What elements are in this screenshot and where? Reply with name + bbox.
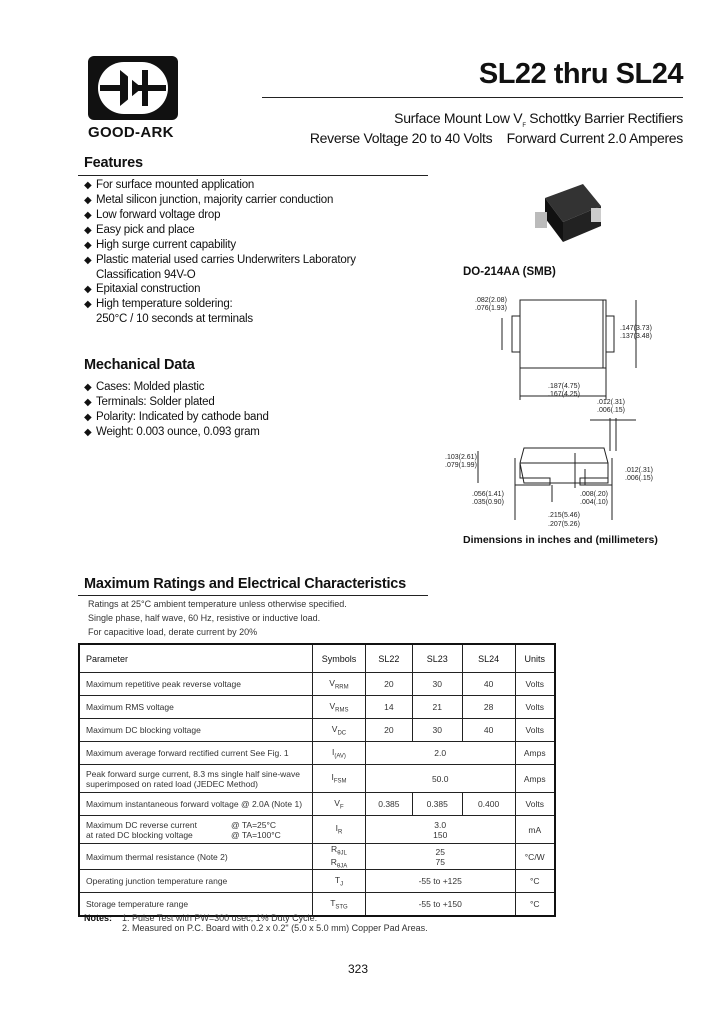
dimensions-caption: Dimensions in inches and (millimeters) — [463, 534, 658, 546]
value-cell: 20 — [365, 673, 412, 696]
ratings-table — [78, 643, 556, 917]
table-row — [79, 816, 555, 844]
condition-3: For capacitive load, derate current by 20% — [88, 627, 258, 637]
condition-1: Ratings at 25°C ambient temperature unless otherwise specified. — [88, 599, 347, 609]
parameter-cell — [79, 673, 313, 696]
value-cell: 0.385 — [365, 793, 412, 816]
features-rule — [78, 175, 428, 176]
dim-b2: .137(3.48) — [620, 333, 652, 340]
symbol: V — [329, 700, 336, 711]
header-cell: SL24 — [462, 644, 515, 673]
dim-d1: .012(.31) — [597, 399, 626, 406]
package-photo — [525, 178, 605, 255]
dim-h1: .008(.20) — [580, 491, 609, 498]
symbol-cell — [313, 765, 366, 793]
parameter-cell — [79, 793, 313, 816]
dim-f1: .012(.31) — [625, 467, 654, 474]
symbol-sub: STG — [335, 904, 348, 911]
value-cell: 30 — [412, 719, 462, 742]
parameter: Storage temperature range — [86, 899, 189, 910]
list-item: ◆ Terminals: Solder plated — [84, 396, 215, 408]
table-row — [79, 742, 555, 765]
value-cell-merged — [365, 742, 515, 765]
list-item-continued: 250°C / 10 seconds at terminals — [96, 313, 253, 325]
symbol-sub: θJL — [337, 850, 347, 857]
parameter-text — [86, 820, 306, 830]
dim-g2: .035(0.90) — [472, 499, 504, 506]
note-1: 1. Pulse Test with PW=300 usec, 1% Duty Cycle. — [122, 913, 318, 923]
symbol: I — [332, 746, 335, 757]
unit-cell: °C — [515, 870, 555, 893]
condition: @ TA=25°C — [231, 819, 277, 830]
value-cell: 0.400 — [462, 793, 515, 816]
list-item: ◆ Low forward voltage drop — [84, 209, 221, 221]
parameter-cell — [79, 844, 313, 870]
symbol-cell — [313, 742, 366, 765]
table-row — [79, 673, 555, 696]
header-cell: SL23 — [412, 644, 462, 673]
value-cell: 14 — [365, 696, 412, 719]
page-number: 323 — [348, 962, 369, 976]
dim-e2: .079(1.99) — [445, 462, 477, 469]
value-2: 150 — [433, 829, 448, 840]
package-name: DO-214AA (SMB) — [463, 266, 556, 278]
parameter-text — [86, 899, 306, 909]
parameter: Peak forward surge current, 8.3 ms single half sine-wave — [86, 768, 301, 779]
table-row — [79, 870, 555, 893]
unit-cell: Volts — [515, 793, 555, 816]
list-item: ◆ Easy pick and place — [84, 224, 195, 236]
list-item: ◆ High temperature soldering: — [84, 298, 233, 310]
parameter-2: superimposed on rated load (JEDEC Method) — [86, 778, 258, 789]
subtitle-line-2: Reverse Voltage 20 to 40 Volts Forward Current 2.0 Amperes — [309, 130, 683, 146]
parameter-cell — [79, 870, 313, 893]
symbol: I — [335, 823, 338, 834]
symbol-2: R — [330, 856, 337, 867]
value-cell: 40 — [462, 719, 515, 742]
parameter: Maximum repetitive peak reverse voltage — [86, 679, 241, 689]
table-row — [79, 696, 555, 719]
symbol-cell — [313, 816, 366, 844]
parameter: Maximum average forward rectified current See Fig. 1 — [86, 748, 289, 758]
symbol: V — [331, 723, 338, 734]
condition-2: @ TA=100°C — [231, 829, 281, 840]
symbol-sub: DC — [337, 730, 347, 737]
symbol-cell — [313, 673, 366, 696]
symbol: T — [334, 875, 341, 886]
unit-cell: °C/W — [515, 844, 555, 870]
value: -55 to +125 — [418, 876, 462, 887]
value-cell-merged — [365, 765, 515, 793]
ratings-heading: Maximum Ratings and Electrical Characteristics — [84, 576, 407, 592]
header-cell: Parameter — [79, 644, 313, 673]
header-cell: SL22 — [365, 644, 412, 673]
header-cell: Units — [515, 644, 555, 673]
mechanical-list — [84, 380, 269, 440]
value: 25 — [435, 846, 445, 857]
parameter: Operating junction temperature range — [86, 876, 228, 887]
unit-cell: mA — [515, 816, 555, 844]
symbol: R — [331, 844, 338, 854]
symbol-sub-2: θJA — [336, 863, 348, 870]
symbol-cell — [313, 696, 366, 719]
table-row — [79, 793, 555, 816]
dim-a2: .076(1.93) — [475, 305, 507, 312]
symbol-cell — [313, 844, 366, 870]
parameter: Maximum instantaneous forward voltage @ 2.0A (Note 1) — [86, 799, 303, 809]
symbol-cell — [313, 719, 366, 742]
parameter-2: at rated DC blocking voltage — [86, 829, 193, 840]
value-cell: 20 — [365, 719, 412, 742]
list-item: ◆ High surge current capability — [84, 239, 236, 251]
table-header-row — [79, 644, 555, 673]
symbol-cell — [313, 870, 366, 893]
page-title: SL22 thru SL24 — [478, 58, 683, 90]
dim-b1: .147(3.73) — [620, 325, 652, 332]
value-cell-merged — [365, 844, 515, 870]
note-2: 2. Measured on P.C. Board with 0.2 x 0.2" (5.0 x 5.0 mm) Copper Pad Areas. — [122, 923, 428, 933]
dim-a1: .082(2.08) — [475, 297, 507, 304]
title-rule — [262, 97, 683, 98]
list-item: ◆ For surface mounted application — [84, 179, 255, 191]
good-ark-logo — [88, 56, 178, 120]
value-cell-merged — [365, 870, 515, 893]
parameter: Maximum RMS voltage — [86, 702, 174, 712]
symbol-cell — [313, 793, 366, 816]
parameter: Maximum DC reverse current — [86, 819, 197, 830]
parameter: Maximum thermal resistance (Note 2) — [86, 851, 228, 862]
dim-e1: .103(2.61) — [445, 454, 477, 461]
dim-i2: .207(5.26) — [548, 521, 580, 528]
symbol: T — [330, 898, 336, 909]
features-heading: Features — [84, 155, 143, 171]
value: -55 to +150 — [418, 899, 462, 910]
parameter-text — [86, 748, 306, 758]
dim-i1: .215(5.46) — [548, 512, 580, 519]
parameter-cell — [79, 719, 313, 742]
brand-name: GOOD-ARK — [88, 124, 174, 141]
dim-c2: .167(4.25) — [548, 391, 580, 398]
parameter-cell — [79, 765, 313, 793]
subtitle-text-2: Schottky Barrier Rectifiers — [525, 110, 683, 126]
dim-g1: .056(1.41) — [472, 491, 504, 498]
value-cell: 40 — [462, 673, 515, 696]
value: 50.0 — [431, 773, 449, 784]
symbol-sub: FSM — [333, 778, 347, 785]
symbol: V — [329, 677, 335, 688]
parameter-text-2 — [86, 830, 306, 840]
parameter-text — [86, 769, 306, 779]
value-cell: 30 — [412, 673, 462, 696]
value-cell-merged — [365, 816, 515, 844]
list-item-continued: Classification 94V-O — [96, 269, 196, 281]
dim-d2: .006(.15) — [597, 407, 626, 414]
dim-c1: .187(4.75) — [548, 383, 580, 390]
symbol: I — [331, 772, 334, 783]
mechanical-heading: Mechanical Data — [84, 357, 195, 373]
table-row — [79, 765, 555, 793]
parameter-cell — [79, 742, 313, 765]
symbol-sub: RMS — [335, 707, 349, 714]
parameter-text — [86, 799, 306, 809]
parameter-text — [86, 876, 306, 886]
parameter-cell — [79, 696, 313, 719]
value-cell: 0.385 — [412, 793, 462, 816]
symbol-sub: J — [340, 881, 344, 888]
table-row — [79, 719, 555, 742]
symbol: V — [334, 797, 340, 808]
unit-cell: Volts — [515, 696, 555, 719]
notes — [84, 913, 428, 933]
unit-cell: Amps — [515, 742, 555, 765]
symbol-sub: RRM — [334, 684, 349, 691]
ratings-rule — [78, 595, 428, 596]
subtitle-sub: F — [522, 122, 526, 129]
table-row — [79, 844, 555, 870]
value-cell: 28 — [462, 696, 515, 719]
value: 2.0 — [434, 748, 447, 758]
header-cell: Symbols — [313, 644, 366, 673]
dim-f2: .006(.15) — [625, 475, 654, 482]
unit-cell: Volts — [515, 673, 555, 696]
list-item: ◆ Weight: 0.003 ounce, 0.093 gram — [84, 426, 260, 438]
parameter-text — [86, 679, 306, 689]
symbol-sub: (AV) — [334, 753, 346, 760]
subtitle-text: Surface Mount Low V — [394, 110, 523, 126]
value-2: 75 — [435, 856, 445, 867]
dim-h2: .004(.10) — [580, 499, 609, 506]
symbol-sub: F — [339, 804, 344, 811]
value: 3.0 — [434, 819, 447, 830]
parameter-cell — [79, 816, 313, 844]
list-item: ◆ Cases: Molded plastic — [84, 381, 205, 393]
list-item: ◆ Metal silicon junction, majority carrier conduction — [84, 194, 334, 206]
list-item: ◆ Plastic material used carries Underwriters Laboratory — [84, 254, 356, 266]
parameter-text-2 — [86, 779, 306, 789]
list-item: ◆ Epitaxial construction — [84, 283, 201, 295]
dimension-drawing — [440, 288, 660, 532]
parameter: Maximum DC blocking voltage — [86, 725, 201, 735]
notes-label: Notes: — [84, 913, 113, 923]
subtitle-line-1 — [394, 110, 683, 129]
unit-cell: °C — [515, 893, 555, 917]
unit-cell: Amps — [515, 765, 555, 793]
parameter-text — [86, 725, 306, 735]
list-item: ◆ Polarity: Indicated by cathode band — [84, 411, 269, 423]
condition-2: Single phase, half wave, 60 Hz, resistive or inductive load. — [88, 613, 321, 623]
parameter-text — [86, 702, 306, 712]
unit-cell: Volts — [515, 719, 555, 742]
value-cell: 21 — [412, 696, 462, 719]
symbol-sub: R — [337, 829, 343, 836]
parameter-text — [86, 852, 306, 862]
features-list — [84, 178, 356, 326]
